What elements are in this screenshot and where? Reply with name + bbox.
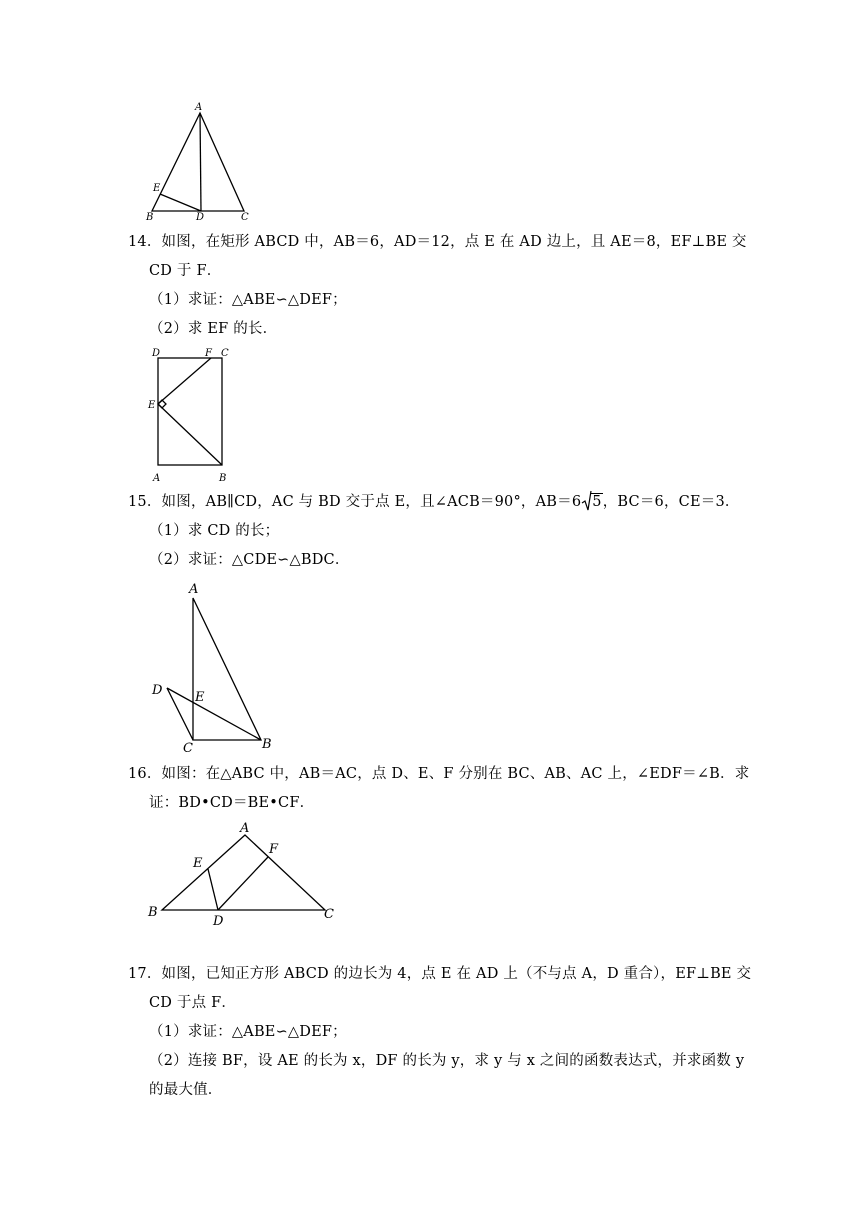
q14-line1: 14．如图，在矩形 ABCD 中，AB＝6，AD＝12，点 E 在 AD 边上，且 AE＝8，EF⊥BE 交 — [128, 234, 747, 250]
q17-line2: CD 于点 F． — [149, 995, 237, 1011]
segment-ad — [200, 113, 201, 211]
q15-part2: （2）求证：△CDE∽△BDC． — [149, 552, 350, 568]
q14-line2: CD 于 F． — [149, 263, 222, 279]
q17-part2: （2）连接 BF，设 AE 的长为 x，DF 的长为 y，求 y 与 x 之间的函数表达式，并求函数 y — [149, 1053, 745, 1069]
q15-line1-text-cont: ，BC＝6，CE＝3． — [602, 494, 740, 510]
segment-df — [218, 857, 268, 910]
q15-line1-text: 15．如图，AB∥CD，AC 与 BD 交于点 E，且∠ACB＝90°，AB＝6 — [128, 494, 582, 510]
q14-part1: （1）求证：△ABE∽△DEF； — [149, 292, 347, 308]
label-d: D — [152, 683, 163, 698]
label-e: E — [193, 856, 203, 871]
segment-ef — [158, 358, 211, 404]
label-a: A — [189, 582, 199, 597]
label-b: B — [262, 737, 272, 752]
label-d: D — [213, 914, 224, 929]
label-a: A — [195, 102, 203, 113]
figure-15 — [145, 575, 285, 755]
label-e: E — [153, 183, 161, 194]
triangle-abc — [162, 835, 325, 910]
label-c: C — [183, 741, 193, 756]
label-b: B — [148, 905, 158, 920]
label-e: E — [195, 690, 205, 705]
label-d: D — [152, 348, 161, 359]
label-c: C — [324, 907, 334, 922]
figure-16 — [140, 815, 350, 929]
label-b: B — [146, 212, 154, 223]
rectangle-abcd — [158, 358, 222, 465]
q16-line1: 16．如图：在△ABC 中，AB＝AC，点 D、E、F 分别在 BC、AB、AC 上，∠EDF＝∠B．求 — [128, 766, 750, 782]
label-a: A — [153, 473, 161, 484]
q14-part2: （2）求 EF 的长． — [149, 321, 278, 337]
label-c: C — [241, 212, 249, 223]
q15-line1 — [128, 492, 740, 512]
sqrt-expression — [582, 492, 602, 512]
triangle-acb — [193, 598, 261, 740]
label-f: F — [205, 348, 212, 359]
q17-line1: 17．如图，已知正方形 ABCD 的边长为 4，点 E 在 AD 上（不与点 A，D 重合），EF⊥BE 交 — [128, 966, 752, 982]
q16-line2: 证：BD•CD＝BE•CF． — [149, 795, 315, 811]
segment-ed — [208, 869, 218, 910]
figure-14-rectangle — [140, 340, 250, 485]
sqrt-radicand: 5 — [592, 494, 602, 510]
label-e: E — [148, 400, 156, 411]
figure-13-triangle — [140, 100, 260, 225]
label-b: B — [219, 473, 227, 484]
q15-part1: （1）求 CD 的长； — [149, 523, 280, 539]
label-a: A — [240, 821, 250, 836]
label-d: D — [196, 212, 205, 223]
q17-part2-cont: 的最大值． — [149, 1082, 223, 1098]
segment-eb — [158, 404, 222, 465]
label-f: F — [269, 842, 279, 857]
segment-ed — [160, 194, 201, 211]
q17-part1: （1）求证：△ABE∽△DEF； — [149, 1024, 347, 1040]
label-c: C — [221, 348, 229, 359]
segment-db — [167, 688, 261, 740]
sqrt-sign — [582, 490, 592, 512]
